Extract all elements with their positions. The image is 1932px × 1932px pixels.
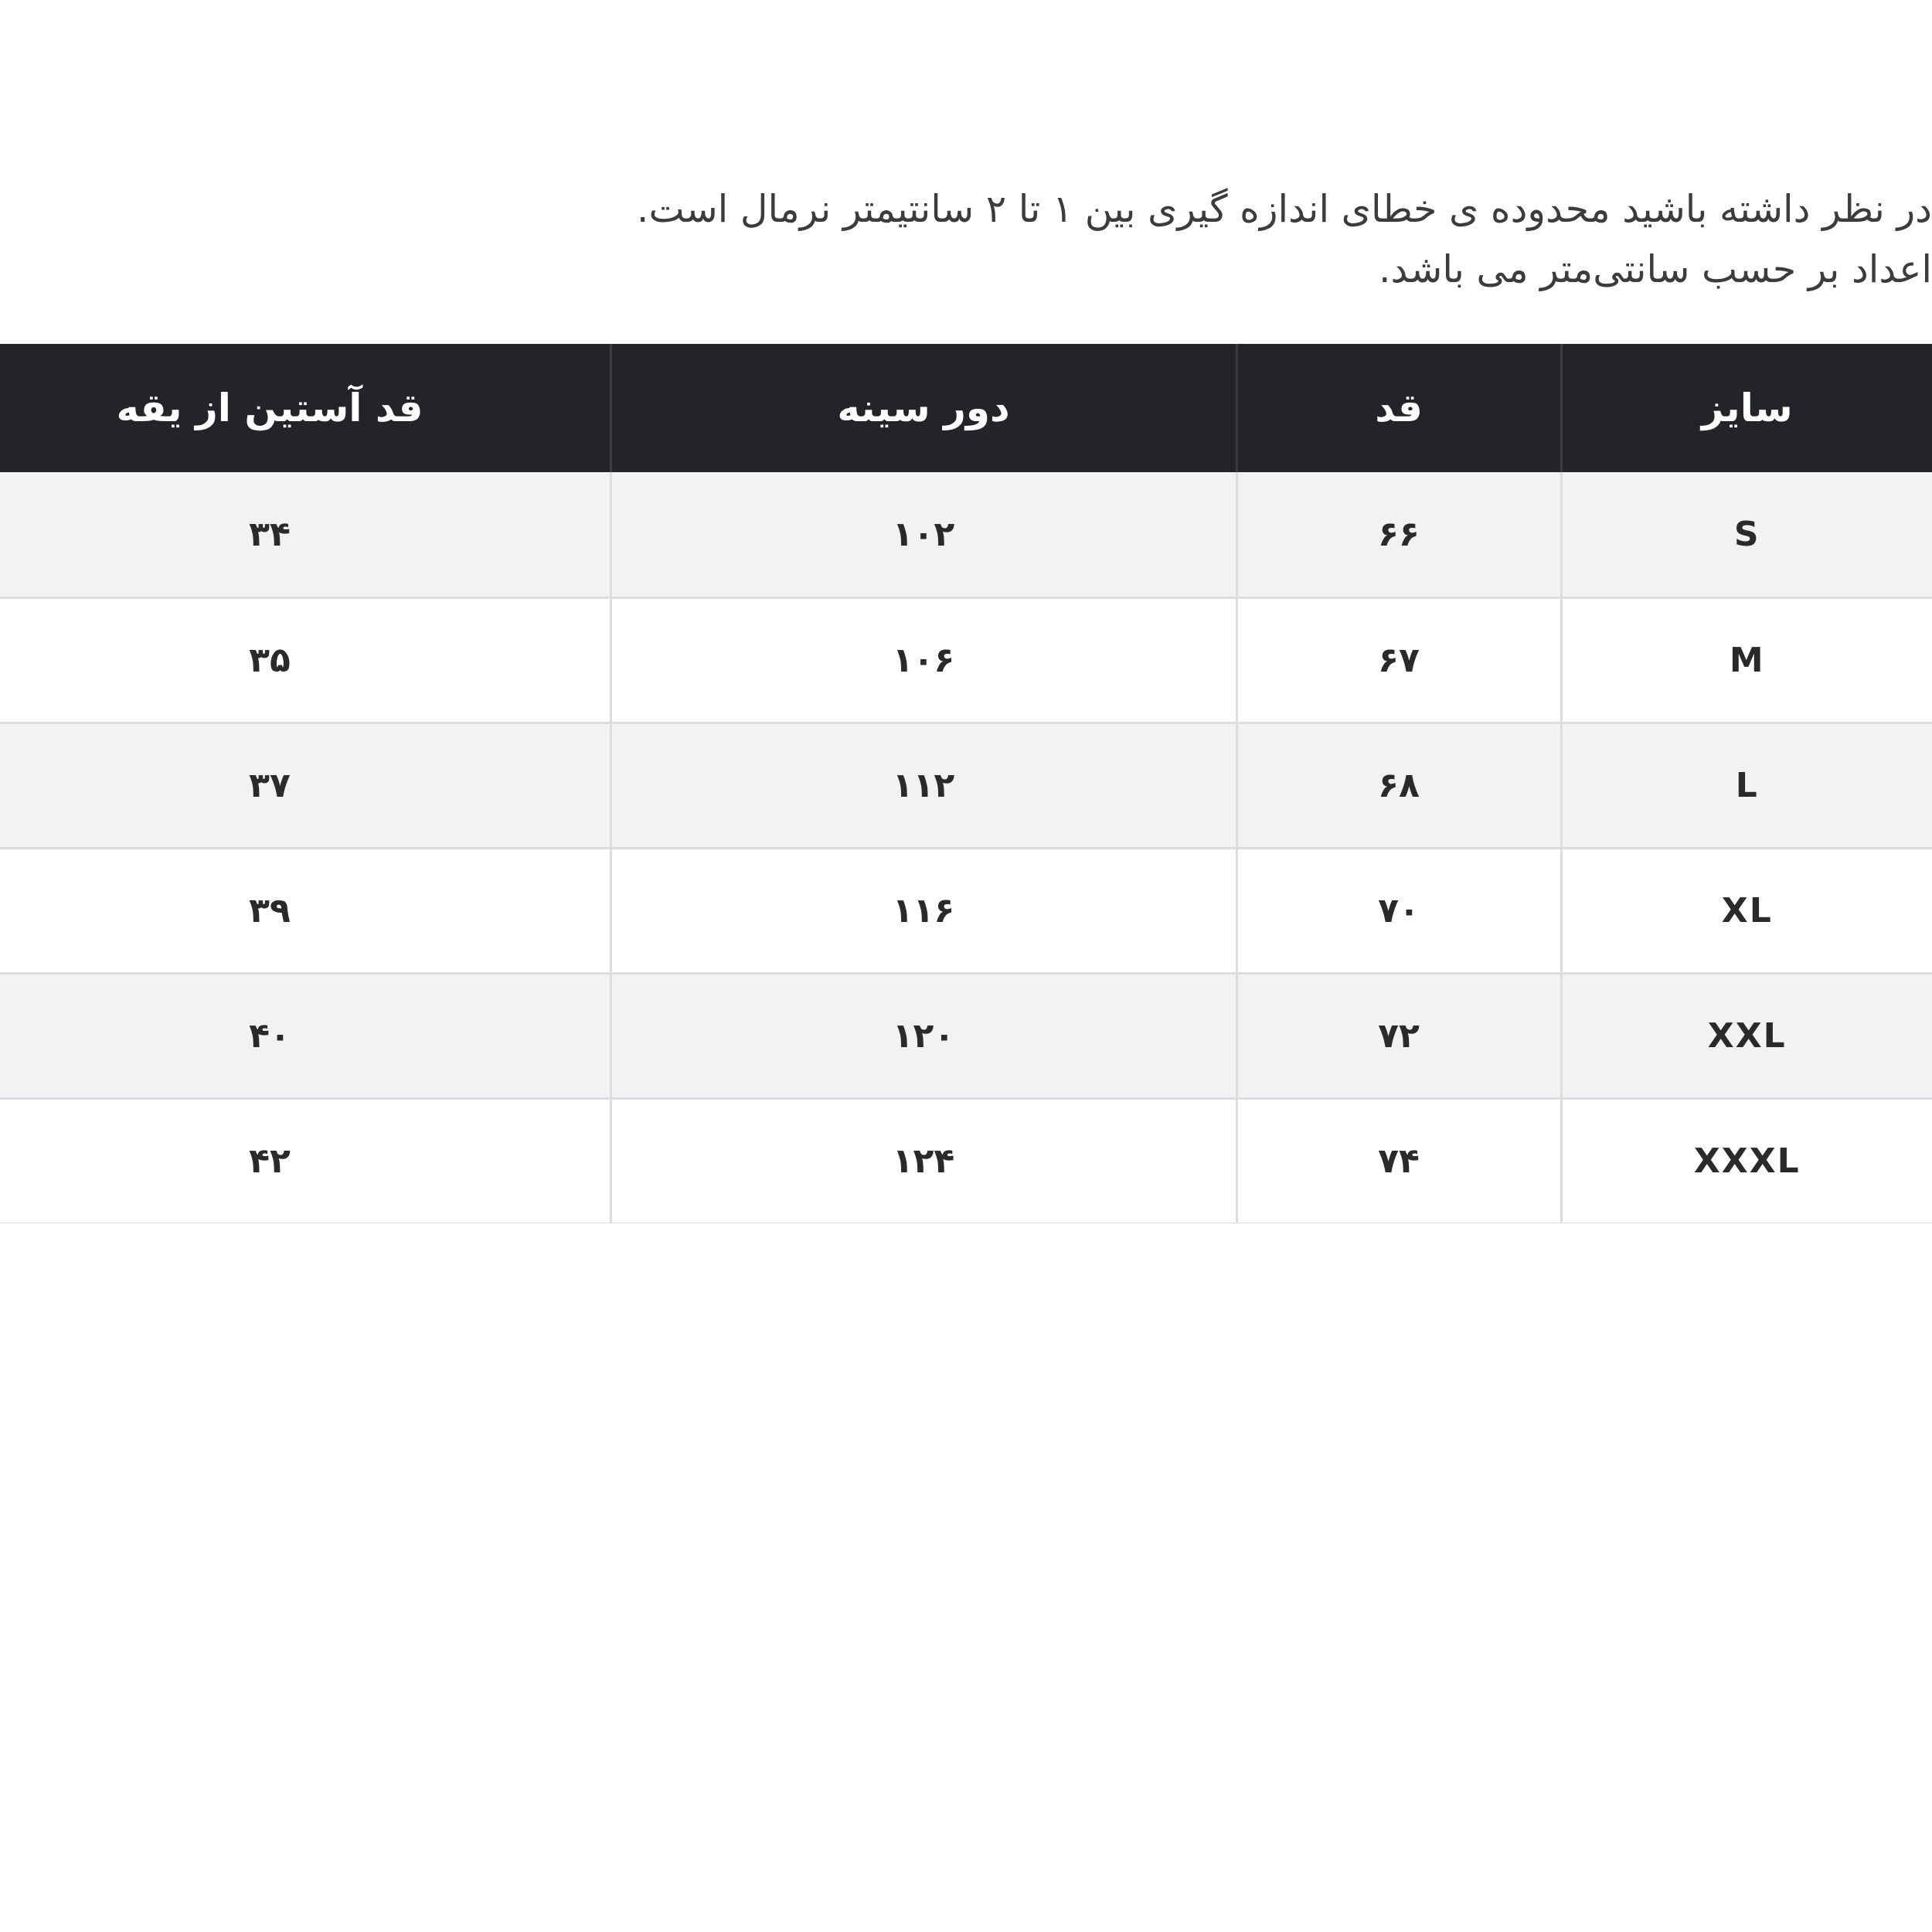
measurement-error-note: در نظر داشته باشید محدوده ی خطای اندازه گیری بین ۱ تا ۲ سانتیمتر نرمال است.: [636, 187, 1932, 231]
sleeve-cell: ۳۴: [0, 472, 611, 597]
chest-cell: ۱۰۶: [611, 597, 1236, 723]
sleeve-cell: ۳۷: [0, 723, 611, 848]
length-cell: ۷۲: [1236, 973, 1561, 1098]
length-cell: ۷۴: [1236, 1098, 1561, 1223]
table-row: [0, 1098, 1932, 1223]
header-chest: دور سینه: [611, 344, 1236, 472]
table-row: [0, 973, 1932, 1098]
chest-cell: ۱۲۴: [611, 1098, 1236, 1223]
length-cell: ۷۰: [1236, 848, 1561, 973]
sleeve-cell: ۴۰: [0, 973, 611, 1098]
size-notes: [386, 179, 1932, 300]
chest-cell: ۱۰۲: [611, 472, 1236, 597]
size-cell: XL: [1561, 848, 1932, 973]
table-header-row: [0, 344, 1932, 472]
size-cell: XXXL: [1561, 1098, 1932, 1223]
size-cell: M: [1561, 597, 1932, 723]
chest-cell: ۱۱۶: [611, 848, 1236, 973]
sleeve-cell: ۳۹: [0, 848, 611, 973]
size-cell: XXL: [1561, 973, 1932, 1098]
size-table: [0, 344, 1932, 1223]
header-sleeve: قد آستین از یقه: [0, 344, 611, 472]
size-chart: [0, 344, 1932, 1223]
sleeve-cell: ۴۲: [0, 1098, 611, 1223]
units-note: اعداد بر حسب سانتی‌متر می باشد.: [1378, 247, 1932, 291]
table-row: [0, 597, 1932, 723]
table-row: [0, 472, 1932, 597]
size-cell: L: [1561, 723, 1932, 848]
table-row: [0, 848, 1932, 973]
sleeve-cell: ۳۵: [0, 597, 611, 723]
length-cell: ۶۷: [1236, 597, 1561, 723]
table-row: [0, 723, 1932, 848]
header-size: سایز: [1561, 344, 1932, 472]
chest-cell: ۱۲۰: [611, 973, 1236, 1098]
length-cell: ۶۶: [1236, 472, 1561, 597]
chest-cell: ۱۱۲: [611, 723, 1236, 848]
length-cell: ۶۸: [1236, 723, 1561, 848]
size-cell: S: [1561, 472, 1932, 597]
header-length: قد: [1236, 344, 1561, 472]
